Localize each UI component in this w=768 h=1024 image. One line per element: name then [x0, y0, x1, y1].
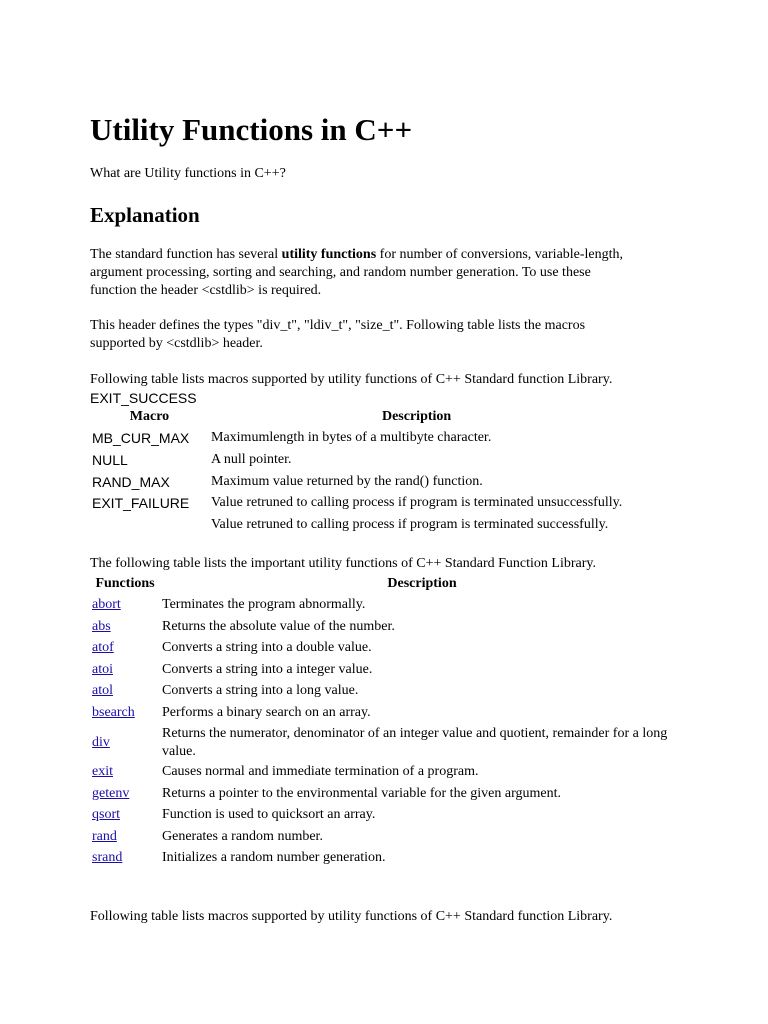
macros-intro-line-2: EXIT_SUCCESS [90, 390, 197, 406]
function-link-atoi[interactable]: atoi [92, 661, 113, 677]
macros-intro-paragraph [90, 371, 690, 407]
table-row [90, 848, 684, 870]
table-row [90, 762, 684, 784]
macro-name: EXIT_FAILURE [92, 495, 190, 512]
table-row [90, 428, 624, 450]
macro-name: RAND_MAX [92, 473, 170, 490]
function-description: Causes normal and immediate termination of a program. [162, 764, 479, 780]
function-link-abort[interactable]: abort [92, 597, 121, 613]
macro-name: MB_CUR_MAX [92, 430, 190, 447]
function-description: Function is used to quicksort an array. [162, 807, 376, 823]
table-row [90, 826, 684, 848]
function-description: Terminates the program abnormally. [162, 597, 366, 613]
function-link-atof[interactable]: atof [92, 640, 114, 656]
description-column-header: Description [381, 408, 452, 424]
functions-table-header [90, 573, 684, 595]
intro-line-3: function the header <cstdlib> is required. [90, 283, 322, 298]
macro-table [90, 406, 624, 536]
function-description: Returns a pointer to the environmental variable for the given argument. [162, 785, 562, 801]
function-description: Generates a random number. [162, 828, 323, 844]
header-line-1: This header defines the types "div_t", "ldiv_t", "size_t". Following table lists the macros [90, 318, 586, 333]
macro-description: Maximumlength in bytes of a multibyte character. [211, 430, 492, 446]
utility-functions-bold: utility functions [281, 247, 377, 262]
table-row [90, 659, 684, 681]
macro-name: NULL [92, 451, 128, 468]
table-row [90, 514, 624, 536]
functions-table [90, 573, 684, 869]
table-row [90, 595, 684, 617]
function-description: Returns the absolute value of the number. [162, 618, 395, 634]
table-row [90, 783, 684, 805]
table-row [90, 492, 624, 514]
macro-table-header [90, 406, 624, 428]
table-row [90, 702, 684, 724]
macro-description: A null pointer. [211, 451, 292, 467]
function-link-bsearch[interactable]: bsearch [92, 704, 135, 720]
function-link-div[interactable]: div [92, 734, 110, 750]
function-link-rand[interactable]: rand [92, 828, 117, 844]
intro-line-1: The standard function has several utility functions for number of conversions, variable-length, [90, 247, 624, 262]
function-description: Performs a binary search on an array. [162, 704, 371, 720]
function-description: Converts a string into a long value. [162, 683, 359, 699]
function-link-atol[interactable]: atol [92, 683, 113, 699]
page-title: Utility Functions in C++ [90, 112, 413, 147]
header-types-paragraph [90, 317, 690, 353]
table-row [90, 638, 684, 660]
function-link-abs[interactable]: abs [92, 618, 111, 634]
function-description: Converts a string into a double value. [162, 640, 372, 656]
function-description: Returns the numerator, denominator of an integer value and quotient, remainder for a long value. [162, 725, 668, 759]
table-row [90, 616, 684, 638]
section-heading: Explanation [90, 203, 200, 227]
table-row [90, 805, 684, 827]
function-link-getenv[interactable]: getenv [92, 785, 130, 801]
function-description: Converts a string into a integer value. [162, 661, 373, 677]
description-column-header: Description [387, 575, 457, 591]
intro-paragraph [90, 246, 690, 300]
function-description: Initializes a random number generation. [162, 850, 386, 866]
table-row [90, 681, 684, 703]
macro-description: Maximum value returned by the rand() function. [211, 473, 483, 489]
function-link-exit[interactable]: exit [92, 764, 113, 780]
header-line-2: supported by <cstdlib> header. [90, 336, 263, 351]
table-row [90, 471, 624, 493]
macros-intro-line-1: Following table lists macros supported by utility functions of C++ Standard function Library. [90, 372, 613, 387]
macro-description: Value retruned to calling process if program is terminated successfully. [211, 516, 609, 532]
function-link-srand[interactable]: srand [92, 850, 123, 866]
footer-paragraph: Following table lists macros supported by utility functions of C++ Standard function Library. [90, 909, 613, 924]
function-link-qsort[interactable]: qsort [92, 807, 120, 823]
functions-intro-paragraph: The following table lists the important utility functions of C++ Standard Function Library. [90, 556, 596, 571]
macro-description: Value retruned to calling process if program is terminated unsuccessfully. [211, 495, 623, 511]
page-subtitle: What are Utility functions in C++? [90, 166, 286, 181]
intro-line-2: argument processing, sorting and searching, and random number generation. To use these [90, 265, 591, 280]
macro-name [90, 514, 209, 536]
table-row [90, 724, 684, 762]
macro-column-header: Macro [129, 408, 170, 424]
functions-column-header: Functions [95, 575, 155, 591]
table-row [90, 449, 624, 471]
